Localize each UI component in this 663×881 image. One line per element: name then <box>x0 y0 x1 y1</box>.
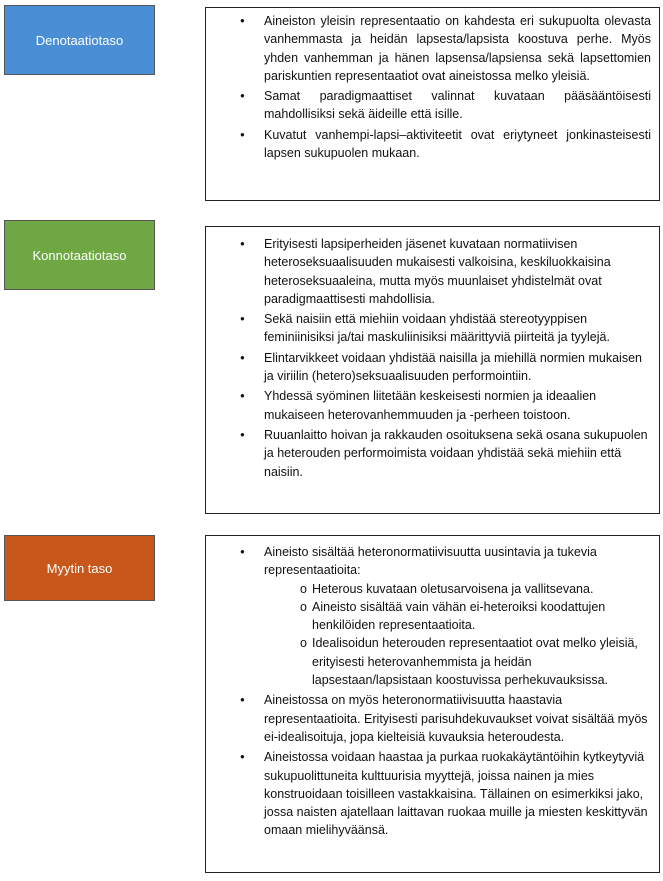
list-item: ● Ruuanlaitto hoivan ja rakkauden osoituksena sekä osana sukupuolen ja heterouden performoimista voidaan yhdistää sekä miehiin että naisiin. <box>264 426 651 481</box>
denotation-level-label <box>4 5 155 75</box>
connotation-level-label <box>4 220 155 290</box>
connotation-bullet-list <box>206 235 659 481</box>
sub-list-item: o Heterous kuvataan oletusarvoisena ja vallitsevana. <box>312 580 651 598</box>
list-item: ● Elintarvikkeet voidaan yhdistää naisilla ja miehillä normien mukaisen ja viriilin (hetero)seksuaalisuuden performointiin. <box>264 349 651 386</box>
denotation-bullet-list <box>206 12 659 162</box>
list-item: ● Aineistossa on myös heteronormatiivisuutta haastavia representaatioita. Erityisesti parisuhdekuvaukset voivat sisältää myös ei-idealisoituja, jopa kielteisiä kuvauksia heteroudesta. <box>264 691 651 746</box>
list-item: ● Samat paradigmaattiset valinnat kuvataan pääsääntöisesti mahdollisiksi sekä äideille että isille. <box>264 87 651 124</box>
denotation-content-box <box>205 7 660 201</box>
myth-sub-list <box>264 580 651 690</box>
sub-list-item: o Idealisoidun heterouden representaatiot ovat melko yleisiä, erityisesti heterovanhemmista ja heidän lapsestaan/lapsistaan koostuvissa perhekuvauksissa. <box>312 634 651 689</box>
list-item: ● Kuvatut vanhempi-lapsi–aktiviteetit ovat eriytyneet jonkinasteisesti lapsen sukupuolen mukaan. <box>264 126 651 163</box>
connotation-label-text: Konnotaatiotaso <box>32 247 127 263</box>
list-item: ● Erityisesti lapsiperheiden jäsenet kuvataan normatiivisen heteroseksuaalisuuden mukaisesti valkoisina, keskiluokkaisina heteroseksuaaleina, mutta myös muunlaiset yhdistelmät ovat paradigmaattisesti mahdollisia. <box>264 235 651 308</box>
list-item: ● Aineistossa voidaan haastaa ja purkaa ruokakäytäntöihin kytkeytyviä sukupuolittuneita kulttuurisia myyttejä, joissa nainen ja mies konstruoidaan toisilleen vastakkaisina. Tällainen on esimerkiksi jako, jossa naisten ajatellaan laittavan ruokaa muille ja miesten keskittyvän omaan mielihyväänsä. <box>264 748 651 839</box>
denotation-label-text: Denotaatiotaso <box>35 32 124 48</box>
myth-bullet-list <box>206 543 659 840</box>
list-item: ● Yhdessä syöminen liitetään keskeisesti normien ja ideaalien mukaiseen heterovanhemmuuden ja -perheen toistoon. <box>264 387 651 424</box>
list-item: ● Sekä naisiin että miehiin voidaan yhdistää stereotyyppisen feminiinisiksi ja/tai maskuliinisiksi määrittyviä piirteitä ja tyylejä. <box>264 310 651 347</box>
connotation-content-box <box>205 226 660 514</box>
list-item: ● Aineiston yleisin representaatio on kahdesta eri sukupuolta olevasta vanhemmasta ja heidän lapsesta/lapsista koostuva perhe. Myös yhden vanhemman ja hänen lapsensa/lapsiensa sekä lapsettomien pariskuntien representaatiot ovat aineistossa melko yleisiä. <box>264 12 651 85</box>
sub-list-item: o Aineisto sisältää vain vähän ei-heteroiksi koodattujen henkilöiden representaatioita. <box>312 598 651 635</box>
list-item: ● Aineisto sisältää heteronormatiivisuutta uusintavia ja tukevia representaatioita: o Heterous kuvataan oletusarvoisena ja vallitsevana. o Aineisto sisältää vain vähän ei-heteroiksi koodattujen henkilöiden representaatioita. o Idealisoidun heterouden representaatiot ovat melko yleisiä, erityisesti heterovanhemmista ja heidän lapsestaan/lapsistaan koostuvissa perhekuvauksissa. <box>264 543 651 689</box>
myth-level-label <box>4 535 155 601</box>
myth-label-text: Myytin taso <box>46 560 113 576</box>
myth-content-box <box>205 535 660 873</box>
